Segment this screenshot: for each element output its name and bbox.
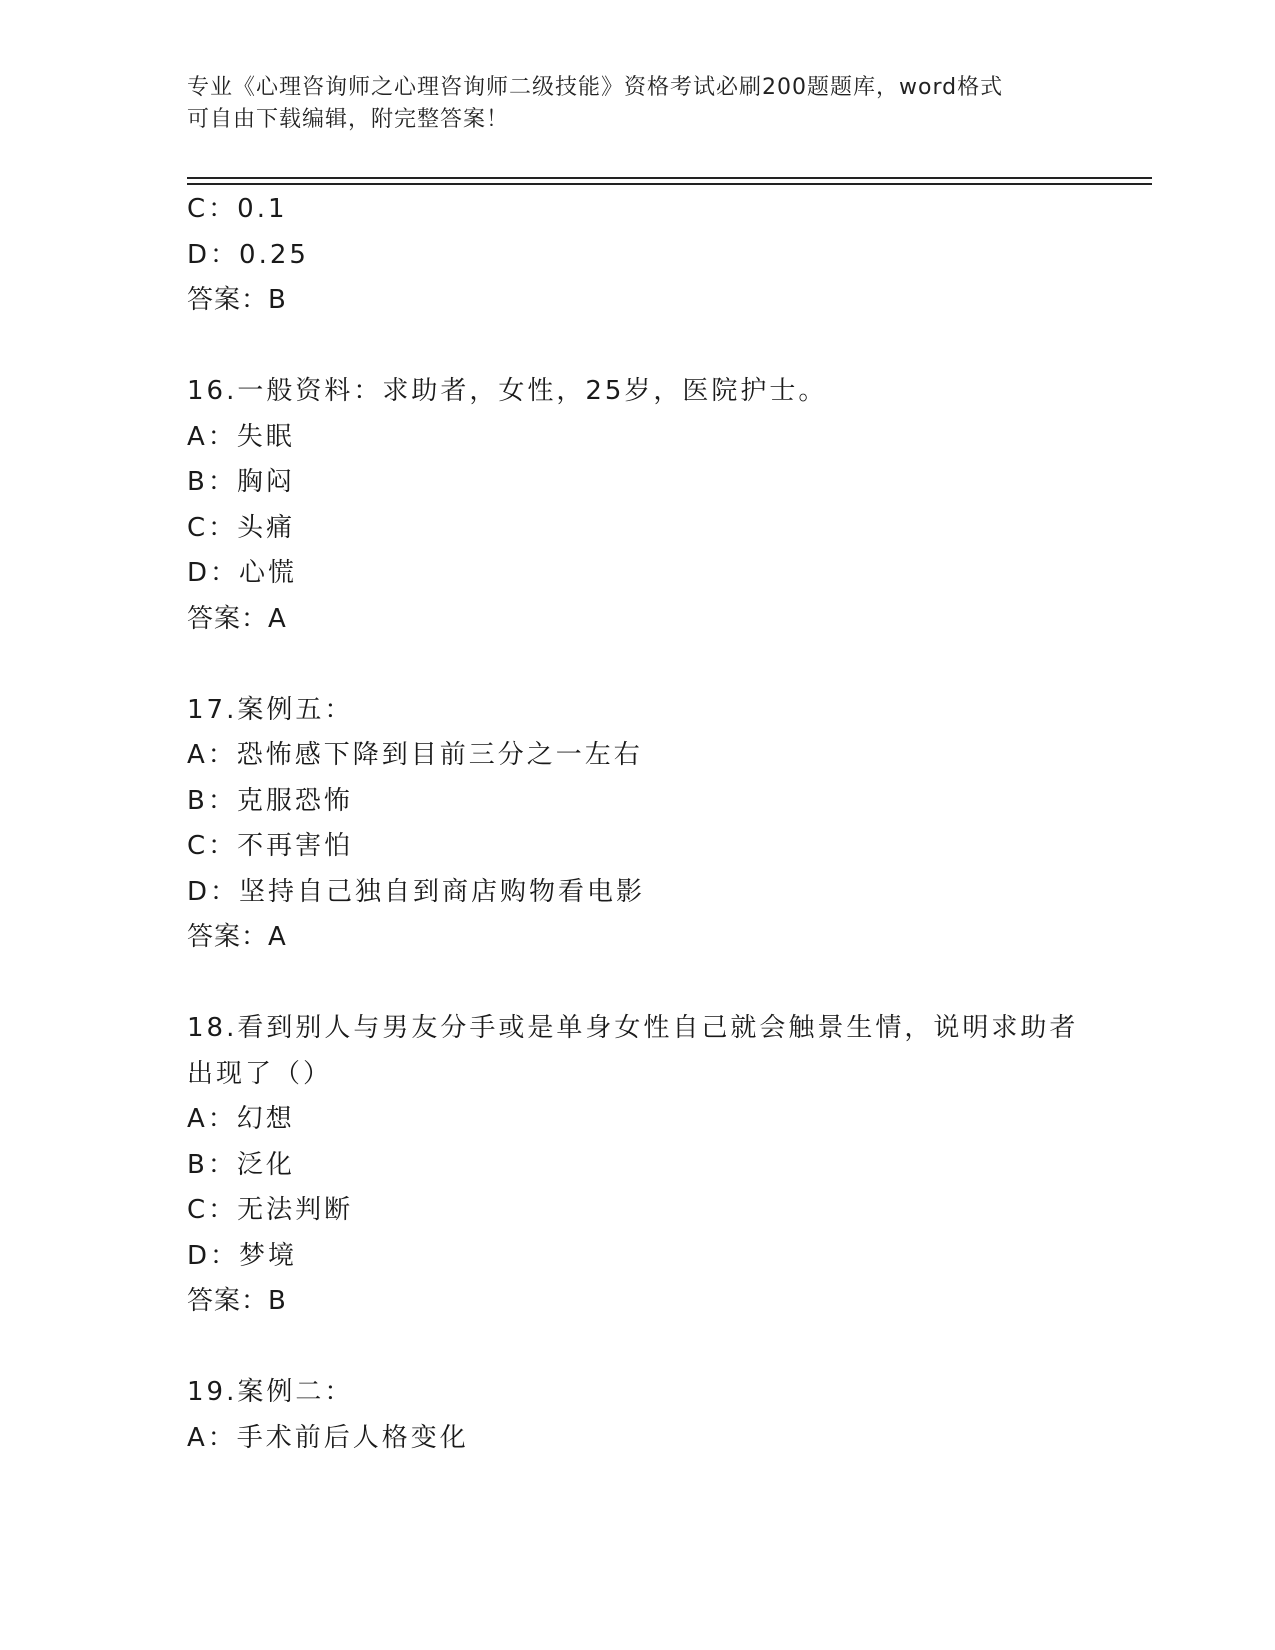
option-a: A：失眠: [187, 421, 295, 452]
option-c: C：无法判断: [187, 1195, 354, 1225]
spacer: [187, 1325, 1147, 1371]
option-c: C：头痛: [187, 512, 296, 543]
option-a: A：幻想: [187, 1104, 295, 1134]
option-d: D：梦境: [187, 1240, 298, 1271]
option-d: D：0.25: [187, 239, 309, 270]
document-header: [187, 72, 1087, 136]
option-b: B：胸闷: [187, 467, 295, 497]
answer-line: 答案：B: [187, 1286, 287, 1316]
answer-line: 答案：B: [187, 285, 287, 315]
header-divider-bottom: [187, 183, 1152, 185]
answer-line: 答案：A: [187, 603, 287, 634]
option-d: D：坚持自己独自到商店购物看电影: [187, 876, 646, 907]
option-b: B：克服恐怖: [187, 785, 353, 816]
header-line-2: 可自由下载编辑，附完整答案！: [187, 107, 510, 132]
spacer: [187, 324, 1147, 370]
question-stem: 16.一般资料：求助者，女性，25岁，医院护士。: [187, 376, 828, 406]
header-line-1: 专业《心理咨询师之心理咨询师二级技能》资格考试必刷200题题库，word格式: [187, 75, 1004, 100]
option-b: B：泛化: [187, 1149, 295, 1180]
option-a: A：恐怖感下降到目前三分之一左右: [187, 740, 643, 770]
option-c: C：0.1: [187, 194, 288, 224]
answer-line: 答案：A: [187, 922, 287, 952]
option-d: D：心慌: [187, 558, 298, 588]
question-stem-continued: 出现了（）: [187, 1058, 333, 1089]
option-c: C：不再害怕: [187, 831, 354, 861]
question-stem: 18.看到别人与男友分手或是单身女性自己就会触景生情，说明求助者: [187, 1013, 1079, 1043]
option-a: A：手术前后人格变化: [187, 1422, 469, 1453]
spacer: [187, 642, 1147, 688]
spacer: [187, 961, 1147, 1007]
question-stem: 17.案例五：: [187, 694, 354, 725]
header-divider-top: [187, 177, 1152, 179]
document-body: [187, 187, 1147, 1461]
question-stem: 19.案例二：: [187, 1377, 354, 1407]
